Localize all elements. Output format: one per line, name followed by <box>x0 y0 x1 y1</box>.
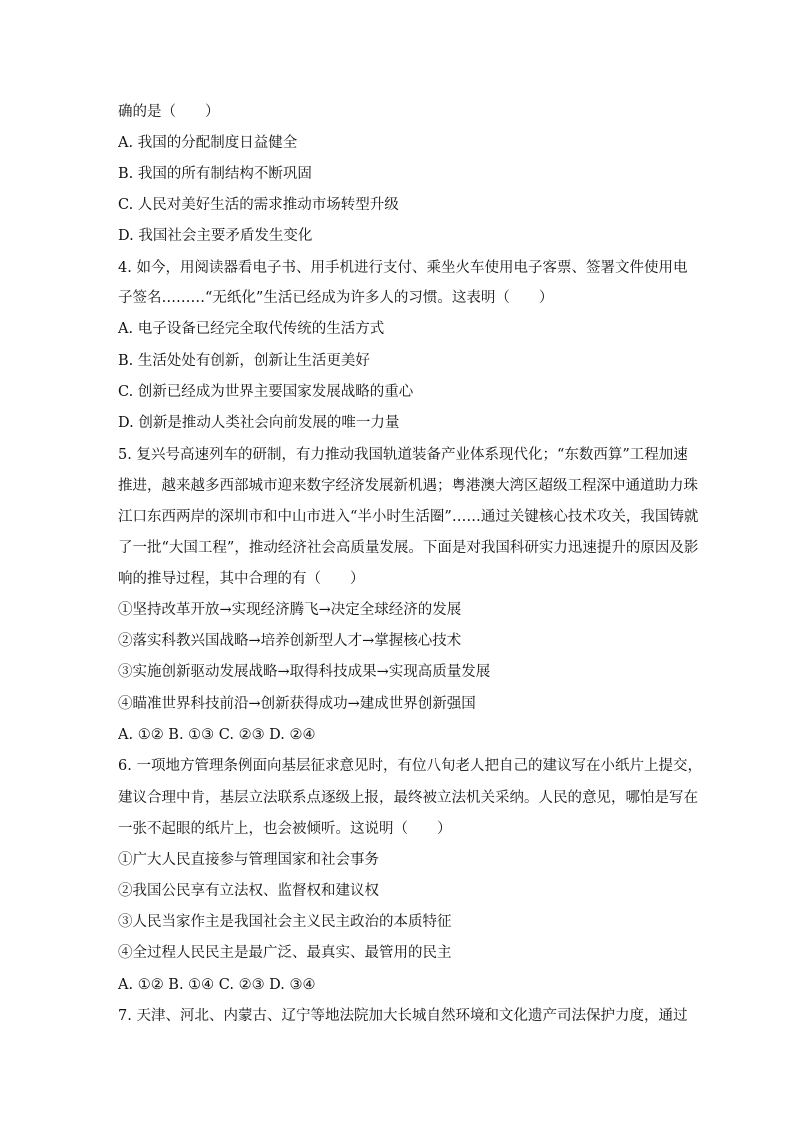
q6-statement-4: ④全过程人民民主是最广泛、最真实、最管用的民主 <box>118 945 452 961</box>
q5-statement-4: ④瞄准世界科技前沿→创新获得成功→建成世界创新强国 <box>118 696 476 712</box>
q6-options: A. ①② B. ①④ C. ②③ D. ③④ <box>118 977 316 993</box>
q5-stem-line-3: 江口东西两岸的深圳市和中山市进入“半小时生活圈”……通过关键核心技术攻关，我国铸就 <box>118 509 699 525</box>
q5-stem-line-1: 5. 复兴号高速列车的研制，有力推动我国轨道装备产业体系现代化；“东数西算”工程加速 <box>118 447 688 463</box>
q3-option-d: D. 我国社会主要矛盾发生变化 <box>118 228 313 244</box>
q4-stem-line-2: 子签名………“无纸化”生活已经成为许多人的习惯。这表明（ ） <box>118 290 554 306</box>
q4-option-b: B. 生活处处有创新，创新让生活更美好 <box>118 353 370 369</box>
q5-statement-2: ②落实科教兴国战略→培养创新型人才→掌握核心技术 <box>118 633 462 649</box>
q4-option-d: D. 创新是推动人类社会向前发展的唯一力量 <box>118 415 400 431</box>
q6-statement-3: ③人民当家作主是我国社会主义民主政治的本质特征 <box>118 914 452 930</box>
q3-stem-end: 确的是（ ） <box>118 104 220 120</box>
q5-stem-line-5: 响的推导过程，其中合理的有（ ） <box>118 571 365 587</box>
q3-option-c: C. 人民对美好生活的需求推动市场转型升级 <box>118 197 399 213</box>
q4-option-c: C. 创新已经成为世界主要国家发展战略的重心 <box>118 384 414 400</box>
q5-statement-3: ③实施创新驱动发展战略→取得科技成果→实现高质量发展 <box>118 664 491 680</box>
q6-statement-2: ②我国公民享有立法权、监督权和建议权 <box>118 883 379 899</box>
q4-stem-line-1: 4. 如今，用阅读器看电子书、用手机进行支付、乘坐火车使用电子客票、签署文件使用电 <box>118 260 688 276</box>
q5-statement-1: ①坚持改革开放→实现经济腾飞→决定全球经济的发展 <box>118 602 462 618</box>
q3-option-a: A. 我国的分配制度日益健全 <box>118 135 298 151</box>
q5-options: A. ①② B. ①③ C. ②③ D. ②④ <box>118 727 316 743</box>
q7-stem-line-1: 7. 天津、河北、内蒙古、辽宁等地法院加大长城自然环境和文化遗产司法保护力度，通过 <box>118 1008 688 1024</box>
q6-stem-line-2: 建议合理中肯，基层立法联系点逐级上报，最终被立法机关采纳。人民的意见，哪怕是写在 <box>118 790 698 806</box>
q3-option-b: B. 我国的所有制结构不断巩固 <box>118 166 312 182</box>
q5-stem-line-4: 了一批“大国工程”，推动经济社会高质量发展。下面是对我国科研实力迅速提升的原因及影 <box>118 540 699 556</box>
q6-statement-1: ①广大人民直接参与管理国家和社会事务 <box>118 852 379 868</box>
q6-stem-line-1: 6. 一项地方管理条例面向基层征求意见时，有位八旬老人把自己的建议写在小纸片上提交， <box>118 758 702 774</box>
q4-option-a: A. 电子设备已经完全取代传统的生活方式 <box>118 321 385 337</box>
q6-stem-line-3: 一张不起眼的纸片上，也会被倾听。这说明（ ） <box>118 821 452 837</box>
q5-stem-line-2: 推进，越来越多西部城市迎来数字经济发展新机遇；粤港澳大湾区超级工程深中通道助力珠 <box>118 478 698 494</box>
